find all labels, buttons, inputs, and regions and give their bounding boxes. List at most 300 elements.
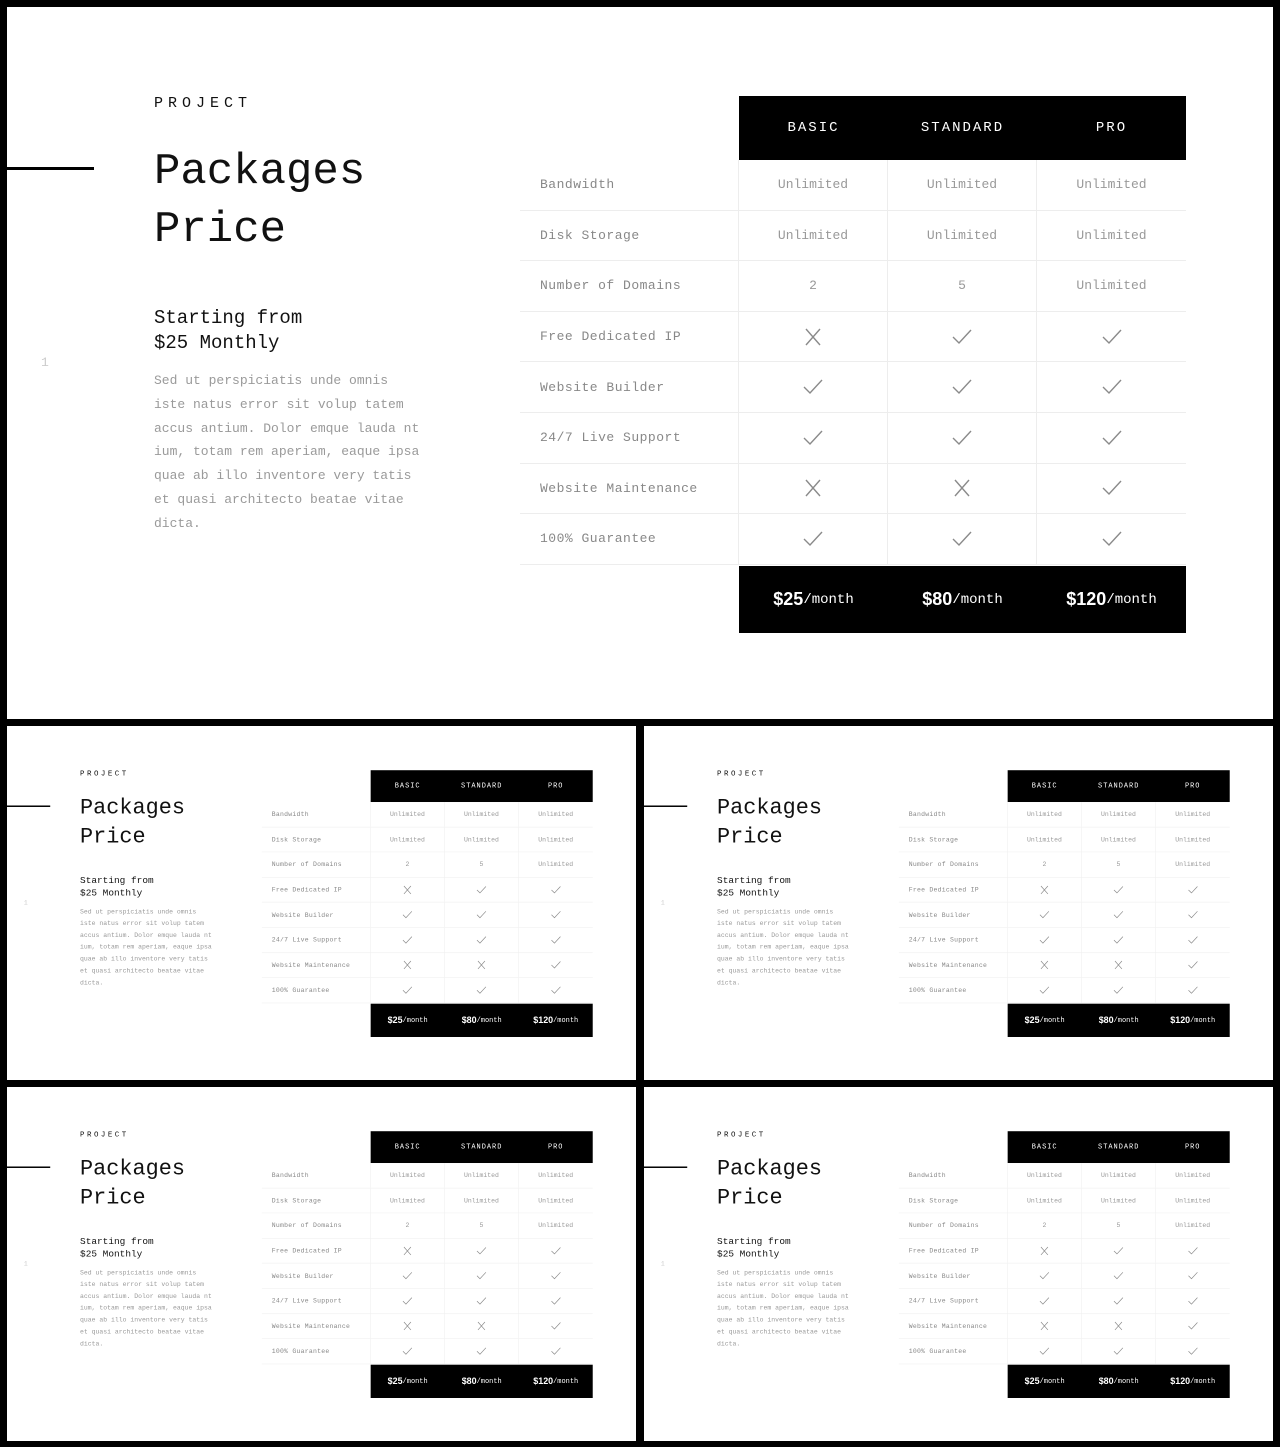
feature-value-basic bbox=[1008, 877, 1082, 902]
cross-icon bbox=[476, 960, 487, 971]
title-line-1: Packages bbox=[154, 147, 366, 197]
accent-line bbox=[644, 805, 687, 806]
feature-value-standard bbox=[888, 514, 1037, 564]
feature-row bbox=[520, 413, 1186, 464]
feature-value-standard: Unlimited bbox=[1082, 1163, 1156, 1188]
check-icon bbox=[1187, 1296, 1198, 1307]
check-icon bbox=[1187, 1245, 1198, 1256]
feature-label: Free Dedicated IP bbox=[262, 1238, 371, 1263]
page-number: 1 bbox=[660, 898, 665, 907]
feature-value-standard bbox=[1082, 903, 1156, 928]
description: Sed ut perspiciatis unde omnis iste natus error sit volup tatem accus antium. Dolor emque lauda nt ium, totam rem aperiam, eaque ipsa quae ab illo inventore very tatis et quasi architecto beatae vitae dicta. bbox=[717, 907, 849, 987]
cross-icon bbox=[951, 477, 973, 499]
feature-value-standard: 5 bbox=[888, 261, 1037, 311]
feature-value-basic: 2 bbox=[371, 852, 445, 877]
price-unit: /month bbox=[1039, 1016, 1065, 1025]
feature-value-standard bbox=[445, 1339, 519, 1364]
feature-value-standard: Unlimited bbox=[1082, 827, 1156, 852]
feature-row bbox=[899, 903, 1230, 928]
feature-value-standard bbox=[888, 362, 1037, 412]
feature-label: 24/7 Live Support bbox=[262, 928, 371, 953]
feature-label: 100% Guarantee bbox=[520, 514, 739, 564]
price-row bbox=[371, 1365, 593, 1398]
feature-value-basic bbox=[371, 903, 445, 928]
feature-value-standard bbox=[1082, 1339, 1156, 1364]
feature-label: 24/7 Live Support bbox=[262, 1289, 371, 1314]
feature-value-basic bbox=[1008, 903, 1082, 928]
feature-row bbox=[899, 852, 1230, 877]
cross-icon bbox=[1039, 1321, 1050, 1332]
feature-label: Website Maintenance bbox=[899, 1314, 1008, 1339]
feature-table bbox=[262, 1163, 593, 1364]
price-unit: /month bbox=[803, 591, 854, 608]
price-unit: /month bbox=[1113, 1016, 1139, 1025]
plan-header bbox=[371, 1131, 593, 1163]
feature-value-pro: Unlimited bbox=[1175, 1196, 1211, 1205]
subtitle-line-1: Starting from bbox=[717, 875, 791, 886]
feature-row bbox=[262, 1314, 593, 1339]
cross-icon bbox=[1039, 1245, 1050, 1256]
feature-table bbox=[262, 802, 593, 1003]
price-unit: /month bbox=[952, 591, 1003, 608]
price-unit: /month bbox=[1190, 1016, 1216, 1025]
price-basic bbox=[371, 1365, 445, 1398]
title-line-2: Price bbox=[717, 1185, 783, 1211]
slide-content bbox=[7, 1087, 636, 1441]
feature-row bbox=[899, 1238, 1230, 1263]
check-icon bbox=[802, 376, 824, 398]
plan-name-standard: STANDARD bbox=[461, 1143, 503, 1152]
feature-row bbox=[899, 877, 1230, 902]
project-label: PROJECT bbox=[717, 1130, 766, 1140]
check-icon bbox=[951, 376, 973, 398]
feature-value-pro bbox=[519, 1264, 593, 1289]
feature-row bbox=[262, 1289, 593, 1314]
price-pro bbox=[519, 1365, 593, 1398]
feature-value-basic bbox=[1008, 1264, 1082, 1289]
price-standard bbox=[1082, 1004, 1156, 1037]
feature-value-standard bbox=[445, 1238, 519, 1263]
subtitle-line-1: Starting from bbox=[80, 1236, 154, 1247]
feature-value-standard: 5 bbox=[445, 852, 519, 877]
feature-value-standard bbox=[445, 953, 519, 978]
check-icon bbox=[1187, 985, 1198, 996]
price-standard bbox=[445, 1365, 519, 1398]
feature-label: Bandwidth bbox=[262, 802, 371, 827]
cross-icon bbox=[1039, 884, 1050, 895]
title-line-1: Packages bbox=[717, 1156, 822, 1182]
feature-value-pro bbox=[1037, 362, 1186, 412]
subtitle bbox=[717, 1236, 791, 1261]
feature-label: Free Dedicated IP bbox=[899, 877, 1008, 902]
feature-value-pro: Unlimited bbox=[1175, 810, 1211, 819]
price-amount: $25 bbox=[387, 1015, 403, 1026]
cross-icon bbox=[802, 477, 824, 499]
feature-row bbox=[899, 1163, 1230, 1188]
feature-label: Website Builder bbox=[262, 903, 371, 928]
check-icon bbox=[402, 1346, 413, 1357]
description: Sed ut perspiciatis unde omnis iste natus error sit volup tatem accus antium. Dolor emque lauda nt ium, totam rem aperiam, eaque ipsa quae ab illo inventore very tatis et quasi architecto beatae vitae dicta. bbox=[80, 1268, 212, 1348]
price-amount: $80 bbox=[461, 1376, 477, 1387]
feature-label: 24/7 Live Support bbox=[899, 1289, 1008, 1314]
feature-label: 100% Guarantee bbox=[899, 978, 1008, 1003]
check-icon bbox=[550, 1296, 561, 1307]
check-icon bbox=[1039, 935, 1050, 946]
feature-row bbox=[899, 1213, 1230, 1238]
price-amount: $80 bbox=[1098, 1376, 1114, 1387]
price-basic bbox=[739, 566, 888, 633]
accent-line bbox=[7, 805, 50, 806]
feature-value-basic bbox=[1008, 1314, 1082, 1339]
plan-name-pro: PRO bbox=[1095, 120, 1128, 136]
feature-label: Disk Storage bbox=[262, 1188, 371, 1213]
feature-value-basic: Unlimited bbox=[371, 802, 445, 827]
feature-value-standard: Unlimited bbox=[445, 1188, 519, 1213]
feature-value-basic: Unlimited bbox=[1008, 1188, 1082, 1213]
feature-value-basic: Unlimited bbox=[739, 211, 888, 261]
feature-value-pro: Unlimited bbox=[1175, 1221, 1211, 1230]
feature-row bbox=[899, 1264, 1230, 1289]
price-amount: $25 bbox=[773, 589, 804, 609]
subtitle-line-2: $25 Monthly bbox=[154, 332, 280, 354]
price-amount: $80 bbox=[1098, 1015, 1114, 1026]
feature-value-pro bbox=[1156, 1264, 1230, 1289]
check-icon bbox=[1113, 985, 1124, 996]
check-icon bbox=[951, 427, 973, 449]
feature-value-basic bbox=[1008, 1289, 1082, 1314]
check-icon bbox=[550, 960, 561, 971]
feature-row bbox=[520, 464, 1186, 515]
plan-name-pro: PRO bbox=[547, 782, 564, 791]
feature-row bbox=[520, 261, 1186, 312]
check-icon bbox=[476, 1296, 487, 1307]
slide-preview-main[interactable] bbox=[7, 7, 1273, 719]
slide-thumbnail-3[interactable] bbox=[7, 1087, 636, 1441]
price-row bbox=[1008, 1004, 1230, 1037]
price-pro bbox=[519, 1004, 593, 1037]
accent-line bbox=[7, 167, 94, 170]
plan-name-basic: BASIC bbox=[1031, 782, 1058, 791]
page-number: 1 bbox=[660, 1259, 665, 1268]
project-label: PROJECT bbox=[80, 1130, 129, 1140]
feature-value-standard: Unlimited bbox=[445, 827, 519, 852]
feature-value-pro bbox=[519, 928, 593, 953]
check-icon bbox=[951, 326, 973, 348]
price-amount: $80 bbox=[461, 1015, 477, 1026]
description: Sed ut perspiciatis unde omnis iste natus error sit volup tatem accus antium. Dolor emque lauda nt ium, totam rem aperiam, eaque ipsa quae ab illo inventore very tatis et quasi architecto beatae vitae dicta. bbox=[80, 907, 212, 987]
price-amount: $25 bbox=[1024, 1015, 1040, 1026]
feature-value-standard: Unlimited bbox=[445, 802, 519, 827]
feature-label: Free Dedicated IP bbox=[262, 877, 371, 902]
feature-row bbox=[262, 1339, 593, 1364]
check-icon bbox=[1187, 1270, 1198, 1281]
feature-value-basic bbox=[371, 1264, 445, 1289]
check-icon bbox=[1113, 1346, 1124, 1357]
feature-value-basic bbox=[739, 312, 888, 362]
plan-name-standard: STANDARD bbox=[1098, 782, 1140, 791]
feature-value-standard bbox=[888, 413, 1037, 463]
page-number: 1 bbox=[23, 898, 28, 907]
feature-value-standard bbox=[445, 903, 519, 928]
description: Sed ut perspiciatis unde omnis iste natus error sit volup tatem accus antium. Dolor emque lauda nt ium, totam rem aperiam, eaque ipsa quae ab illo inventore very tatis et quasi architecto beatae vitae dicta. bbox=[717, 1268, 849, 1348]
feature-row bbox=[262, 802, 593, 827]
check-icon bbox=[1039, 1296, 1050, 1307]
check-icon bbox=[550, 884, 561, 895]
check-icon bbox=[476, 909, 487, 920]
feature-value-pro bbox=[519, 953, 593, 978]
check-icon bbox=[1101, 376, 1123, 398]
feature-value-standard: 5 bbox=[445, 1213, 519, 1238]
feature-value-standard bbox=[1082, 1289, 1156, 1314]
plan-name-standard: STANDARD bbox=[920, 120, 1005, 136]
feature-label: Number of Domains bbox=[899, 1213, 1008, 1238]
feature-value-basic bbox=[739, 464, 888, 514]
feature-row bbox=[520, 211, 1186, 262]
price-standard bbox=[1082, 1365, 1156, 1398]
price-pro bbox=[1156, 1004, 1230, 1037]
plan-name-pro: PRO bbox=[1184, 782, 1201, 791]
feature-row bbox=[899, 1188, 1230, 1213]
feature-row bbox=[899, 928, 1230, 953]
subtitle bbox=[717, 875, 791, 900]
check-icon bbox=[402, 909, 413, 920]
feature-value-pro bbox=[519, 1339, 593, 1364]
feature-value-basic: 2 bbox=[739, 261, 888, 311]
price-row bbox=[371, 1004, 593, 1037]
cross-icon bbox=[402, 960, 413, 971]
feature-value-standard bbox=[1082, 1264, 1156, 1289]
title-line-2: Price bbox=[154, 205, 287, 255]
subtitle-line-2: $25 Monthly bbox=[717, 887, 780, 899]
title-line-1: Packages bbox=[717, 795, 822, 821]
check-icon bbox=[1101, 326, 1123, 348]
feature-label: Disk Storage bbox=[899, 1188, 1008, 1213]
feature-label: Website Maintenance bbox=[262, 953, 371, 978]
feature-value-pro: Unlimited bbox=[1175, 835, 1211, 844]
feature-value-pro bbox=[1156, 953, 1230, 978]
feature-value-pro bbox=[1037, 464, 1186, 514]
feature-label: Bandwidth bbox=[899, 802, 1008, 827]
price-row bbox=[739, 566, 1186, 633]
page-title bbox=[80, 1155, 185, 1213]
check-icon bbox=[1187, 1346, 1198, 1357]
feature-value-standard bbox=[445, 1264, 519, 1289]
check-icon bbox=[1187, 884, 1198, 895]
feature-value-basic: 2 bbox=[371, 1213, 445, 1238]
accent-line bbox=[7, 1166, 50, 1167]
feature-value-standard bbox=[445, 1289, 519, 1314]
feature-value-pro bbox=[1156, 978, 1230, 1003]
feature-table bbox=[520, 160, 1186, 565]
check-icon bbox=[476, 1245, 487, 1256]
feature-row bbox=[262, 978, 593, 1003]
feature-value-pro: Unlimited bbox=[1076, 278, 1147, 294]
plan-name-basic: BASIC bbox=[394, 1143, 421, 1152]
plan-name-pro: PRO bbox=[547, 1143, 564, 1152]
feature-row bbox=[899, 1289, 1230, 1314]
price-basic bbox=[1008, 1365, 1082, 1398]
title-line-2: Price bbox=[80, 824, 146, 850]
feature-value-basic: Unlimited bbox=[1008, 827, 1082, 852]
feature-value-basic bbox=[371, 978, 445, 1003]
slide-thumbnail-4[interactable] bbox=[644, 1087, 1273, 1441]
price-pro bbox=[1156, 1365, 1230, 1398]
feature-value-standard bbox=[445, 877, 519, 902]
check-icon bbox=[402, 985, 413, 996]
feature-row bbox=[899, 953, 1230, 978]
cross-icon bbox=[402, 884, 413, 895]
feature-value-pro: Unlimited bbox=[538, 1196, 574, 1205]
page-title bbox=[154, 143, 365, 259]
price-amount: $120 bbox=[1170, 1376, 1191, 1387]
feature-row bbox=[262, 1213, 593, 1238]
feature-value-pro bbox=[1156, 1314, 1230, 1339]
title-line-1: Packages bbox=[80, 795, 185, 821]
feature-value-standard: 5 bbox=[1082, 852, 1156, 877]
feature-label: Number of Domains bbox=[520, 261, 739, 311]
check-icon bbox=[1113, 1245, 1124, 1256]
cross-icon bbox=[1113, 960, 1124, 971]
feature-value-standard bbox=[445, 928, 519, 953]
feature-label: Bandwidth bbox=[520, 160, 739, 210]
plan-name-standard: STANDARD bbox=[1098, 1143, 1140, 1152]
price-unit: /month bbox=[553, 1016, 579, 1025]
feature-value-pro bbox=[519, 903, 593, 928]
feature-value-pro: Unlimited bbox=[1076, 177, 1147, 193]
feature-value-pro bbox=[519, 877, 593, 902]
feature-row bbox=[520, 160, 1186, 211]
check-icon bbox=[802, 427, 824, 449]
feature-value-pro bbox=[1156, 903, 1230, 928]
slide-thumbnail-2[interactable] bbox=[644, 726, 1273, 1080]
feature-value-basic bbox=[371, 1289, 445, 1314]
feature-row bbox=[899, 978, 1230, 1003]
feature-row bbox=[262, 928, 593, 953]
feature-value-basic bbox=[371, 953, 445, 978]
feature-value-basic: Unlimited bbox=[739, 160, 888, 210]
feature-row bbox=[262, 852, 593, 877]
plan-name-basic: BASIC bbox=[787, 120, 840, 136]
check-icon bbox=[550, 1245, 561, 1256]
cross-icon bbox=[1113, 1321, 1124, 1332]
feature-value-basic bbox=[739, 413, 888, 463]
price-unit: /month bbox=[402, 1016, 428, 1025]
feature-value-basic: Unlimited bbox=[371, 1188, 445, 1213]
feature-value-basic: Unlimited bbox=[1008, 1163, 1082, 1188]
subtitle-line-1: Starting from bbox=[717, 1236, 791, 1247]
price-row bbox=[1008, 1365, 1230, 1398]
feature-label: Website Builder bbox=[262, 1264, 371, 1289]
feature-value-standard: Unlimited bbox=[445, 1163, 519, 1188]
feature-value-pro: Unlimited bbox=[538, 860, 574, 869]
feature-value-pro bbox=[1037, 514, 1186, 564]
price-unit: /month bbox=[402, 1377, 428, 1386]
price-amount: $120 bbox=[1066, 589, 1107, 609]
plan-name-basic: BASIC bbox=[1031, 1143, 1058, 1152]
price-unit: /month bbox=[476, 1377, 502, 1386]
check-icon bbox=[1187, 909, 1198, 920]
feature-row bbox=[262, 877, 593, 902]
check-icon bbox=[1039, 1346, 1050, 1357]
slide-content bbox=[644, 726, 1273, 1080]
feature-value-pro bbox=[519, 1314, 593, 1339]
feature-label: Website Builder bbox=[520, 362, 739, 412]
feature-value-pro bbox=[519, 978, 593, 1003]
check-icon bbox=[550, 935, 561, 946]
page-title bbox=[717, 794, 822, 852]
project-label: PROJECT bbox=[154, 95, 253, 112]
feature-value-standard: Unlimited bbox=[1082, 802, 1156, 827]
feature-value-standard bbox=[1082, 1238, 1156, 1263]
feature-value-basic: 2 bbox=[1008, 852, 1082, 877]
title-line-2: Price bbox=[80, 1185, 146, 1211]
price-unit: /month bbox=[1039, 1377, 1065, 1386]
price-amount: $25 bbox=[387, 1376, 403, 1387]
price-amount: $120 bbox=[1170, 1015, 1191, 1026]
feature-row bbox=[262, 827, 593, 852]
feature-value-pro: Unlimited bbox=[1175, 1171, 1211, 1180]
feature-value-standard bbox=[1082, 1314, 1156, 1339]
feature-row bbox=[262, 1163, 593, 1188]
slide-thumbnail-1[interactable] bbox=[7, 726, 636, 1080]
feature-value-standard bbox=[1082, 978, 1156, 1003]
feature-value-basic bbox=[1008, 1339, 1082, 1364]
subtitle-line-1: Starting from bbox=[154, 307, 303, 329]
feature-value-basic: 2 bbox=[1008, 1213, 1082, 1238]
feature-table bbox=[899, 802, 1230, 1003]
subtitle bbox=[154, 306, 302, 356]
feature-row bbox=[899, 1314, 1230, 1339]
feature-value-pro: Unlimited bbox=[538, 835, 574, 844]
project-label: PROJECT bbox=[717, 769, 766, 779]
feature-value-basic bbox=[371, 1314, 445, 1339]
check-icon bbox=[402, 1296, 413, 1307]
feature-value-pro bbox=[1156, 1339, 1230, 1364]
cross-icon bbox=[476, 1321, 487, 1332]
check-icon bbox=[1101, 528, 1123, 550]
price-unit: /month bbox=[553, 1377, 579, 1386]
feature-row bbox=[262, 1238, 593, 1263]
feature-value-basic bbox=[1008, 978, 1082, 1003]
plan-header bbox=[1008, 770, 1230, 802]
check-icon bbox=[1113, 884, 1124, 895]
check-icon bbox=[476, 1270, 487, 1281]
feature-value-standard bbox=[445, 978, 519, 1003]
subtitle bbox=[80, 875, 154, 900]
subtitle-line-2: $25 Monthly bbox=[80, 1248, 143, 1260]
plan-header bbox=[371, 770, 593, 802]
page-title bbox=[717, 1155, 822, 1213]
feature-table bbox=[899, 1163, 1230, 1364]
feature-label: Number of Domains bbox=[262, 852, 371, 877]
price-basic bbox=[1008, 1004, 1082, 1037]
check-icon bbox=[1187, 935, 1198, 946]
feature-label: 100% Guarantee bbox=[262, 978, 371, 1003]
slide-content bbox=[644, 1087, 1273, 1441]
check-icon bbox=[550, 1270, 561, 1281]
feature-value-pro bbox=[1156, 1289, 1230, 1314]
cross-icon bbox=[402, 1321, 413, 1332]
price-unit: /month bbox=[1106, 591, 1157, 608]
check-icon bbox=[1113, 909, 1124, 920]
subtitle-line-2: $25 Monthly bbox=[80, 887, 143, 899]
slide-content bbox=[7, 7, 1273, 719]
feature-label: Number of Domains bbox=[899, 852, 1008, 877]
slide-content bbox=[7, 726, 636, 1080]
cross-icon bbox=[1039, 960, 1050, 971]
feature-value-standard bbox=[888, 464, 1037, 514]
feature-label: Bandwidth bbox=[899, 1163, 1008, 1188]
